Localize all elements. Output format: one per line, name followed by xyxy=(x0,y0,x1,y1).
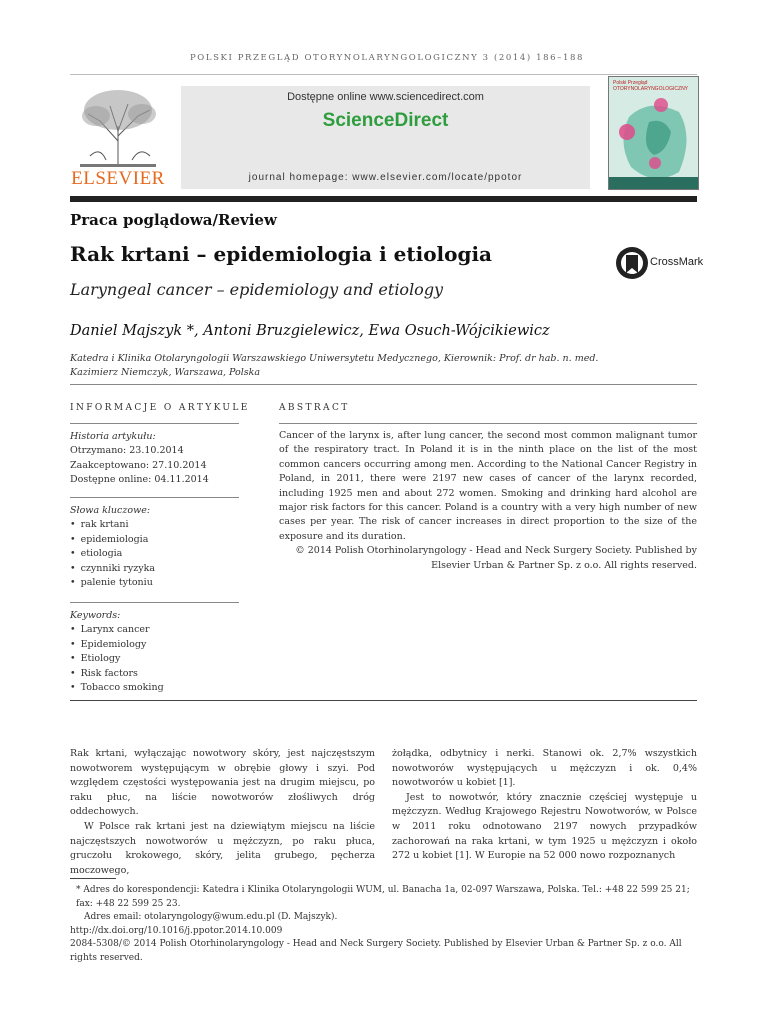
tree-icon xyxy=(70,86,166,170)
info-rule-3 xyxy=(70,602,239,603)
header-rule xyxy=(70,74,697,75)
history-label: Historia artykułu: xyxy=(70,431,156,442)
elsevier-logo[interactable] xyxy=(70,86,166,190)
info-rule-1 xyxy=(70,423,239,424)
history-online: Dostępne online: 04.11.2014 xyxy=(70,474,209,486)
body-paragraph: Rak krtani, wyłączając nowotwory skóry, jest najczęstszym nowotworem występującym w obrębie głowy i szyi. Pod względem częstości występowania jest na drugim miejscu, po raku płuc, na liście nowotworów złośliwych dróg oddechowych. xyxy=(70,748,375,818)
abstract-text: Cancer of the larynx is, after lung cancer, the second most common malignant tumor of the respiratory tract. In Poland it is in the ninth place on the list of the most common cancers occurring among men. According to the National Cancer Registry in Poland, in 2011, there were 2197 new cases of cancer of the larynx recorded, including 1925 men and about 272 women. Smoking and drinking hard alcohol are major risk factors for this cancer. Poland is a country with a very high number of new cases per year. The risk of cancer increases in direct proportion to the size of the exposure and its duration. xyxy=(279,430,697,542)
article-info-heading: INFORMACJE O ARTYKULE xyxy=(70,403,250,413)
issn-copyright: 2084-5308/© 2014 Polish Otorhinolaryngology - Head and Neck Surgery Society. Published by Elsevier Urban & Partner Sp. z o.o. All rights reserved. xyxy=(70,939,682,963)
elsevier-wordmark: ELSEVIER xyxy=(71,168,165,189)
article-history xyxy=(70,430,239,488)
info-bottom-rule xyxy=(70,700,697,701)
keyword-pl-item: • etiologia xyxy=(70,547,239,561)
cover-title: Polski Przegląd OTORYNOLARYNGOLOGICZNY xyxy=(613,80,689,92)
keyword-en-item: • Larynx cancer xyxy=(70,623,239,637)
keywords-en xyxy=(70,609,239,695)
online-availability[interactable]: Dostępne online www.sciencedirect.com xyxy=(287,91,484,103)
crossmark-label[interactable]: CrossMark xyxy=(650,256,704,268)
header-bottom-rule xyxy=(70,196,697,202)
english-title: Laryngeal cancer – epidemiology and etiology xyxy=(70,280,444,299)
keyword-en-item: • Epidemiology xyxy=(70,638,239,652)
keyword-pl-item: • epidemiologia xyxy=(70,533,239,547)
page-title: Rak krtani – epidemiologia i etiologia xyxy=(70,242,493,266)
abstract-heading: ABSTRACT xyxy=(279,403,350,413)
footnote-rule xyxy=(70,878,116,879)
abstract-copyright: © 2014 Polish Otorhinolaryngology - Head and Neck Surgery Society. Published by Elsevier Urban & Partner Sp. z o.o. All rights reserved. xyxy=(295,545,697,571)
keywords-en-label: Keywords: xyxy=(70,610,121,621)
body-left-column xyxy=(70,747,375,878)
sciencedirect-logo[interactable]: ScienceDirect xyxy=(322,110,449,131)
abstract xyxy=(279,429,697,573)
body-paragraph: żołądka, odbytnicy i nerki. Stanowi ok. 2,7% wszystkich nowotworów występujących u mężczyzn i ok. 0,4% nowotworów u kobiet [1]. xyxy=(392,748,697,789)
email-note[interactable]: Adres email: otolaryngology@wum.edu.pl (D. Majszyk). xyxy=(84,912,338,922)
keywords-pl-label: Słowa kluczowe: xyxy=(70,505,151,516)
keyword-pl-item: • czynniki ryzyka xyxy=(70,562,239,576)
authors: Daniel Majszyk *, Antoni Bruzgielewicz, Ewa Osuch-Wójcikiewicz xyxy=(70,323,550,339)
correspondence-note: * Adres do korespondencji: Katedra i Klinika Otolaryngologii WUM, ul. Banacha 1a, 02-097 Warszawa, Polska. Tel.: +48 22 599 25 21; fax: +48 22 599 25 23. xyxy=(76,885,690,909)
journal-homepage-link[interactable]: journal homepage: www.elsevier.com/locate/ppotor xyxy=(248,172,523,183)
info-rule-2 xyxy=(70,497,239,498)
doi-link[interactable]: http://dx.doi.org/10.1016/j.ppotor.2014.10.009 xyxy=(70,925,283,936)
article-type: Praca poglądowa/Review xyxy=(70,211,277,229)
history-received: Otrzymano: 23.10.2014 xyxy=(70,445,184,457)
cover-illustration-icon xyxy=(609,77,698,189)
keyword-en-item: • Risk factors xyxy=(70,667,239,681)
title-rule xyxy=(70,384,697,385)
keyword-pl-item: • rak krtani xyxy=(70,518,239,532)
journal-cover[interactable] xyxy=(608,76,699,190)
journal-header: POLSKI PRZEGLĄD OTORYNOLARYNGOLOGICZNY 3 (2014) 186–188 xyxy=(189,53,585,63)
body-right-column xyxy=(392,747,697,864)
keywords-pl xyxy=(70,504,239,590)
footnotes xyxy=(70,884,697,965)
keyword-en-item: • Etiology xyxy=(70,652,239,666)
keyword-en-item: • Tobacco smoking xyxy=(70,681,239,695)
abstract-rule xyxy=(279,423,697,424)
history-accepted: Zaakceptowano: 27.10.2014 xyxy=(70,459,207,471)
body-paragraph: W Polsce rak krtani jest na dziewiątym miejscu na liście najczęstszych nowotworów u mężczyzn, po raku płuca, gruczołu krokowego, skóry, jelita grubego, pęcherza moczowego, xyxy=(70,820,375,876)
keyword-pl-item: • palenie tytoniu xyxy=(70,576,239,590)
crossmark-icon[interactable] xyxy=(615,246,649,280)
sciencedirect-banner xyxy=(181,86,590,189)
body-paragraph: Jest to nowotwór, który znacznie częściej występuje u mężczyzn. Według Krajowego Rejestru Nowotworów, w Polsce w 2011 roku odnotowano 2197 nowych przypadków zachorowań na raka krtani, w tym 1925 u mężczyzn i około 272 u kobiet [1]. W Europie na 52 000 nowo rozpoznanych xyxy=(392,791,697,862)
affiliation: Katedra i Klinika Otolaryngologii Warszawskiego Uniwersytetu Medycznego, Kierownik: Prof. dr hab. n. med. Kazimierz Niemczyk, Warszawa, Polska xyxy=(70,353,599,378)
